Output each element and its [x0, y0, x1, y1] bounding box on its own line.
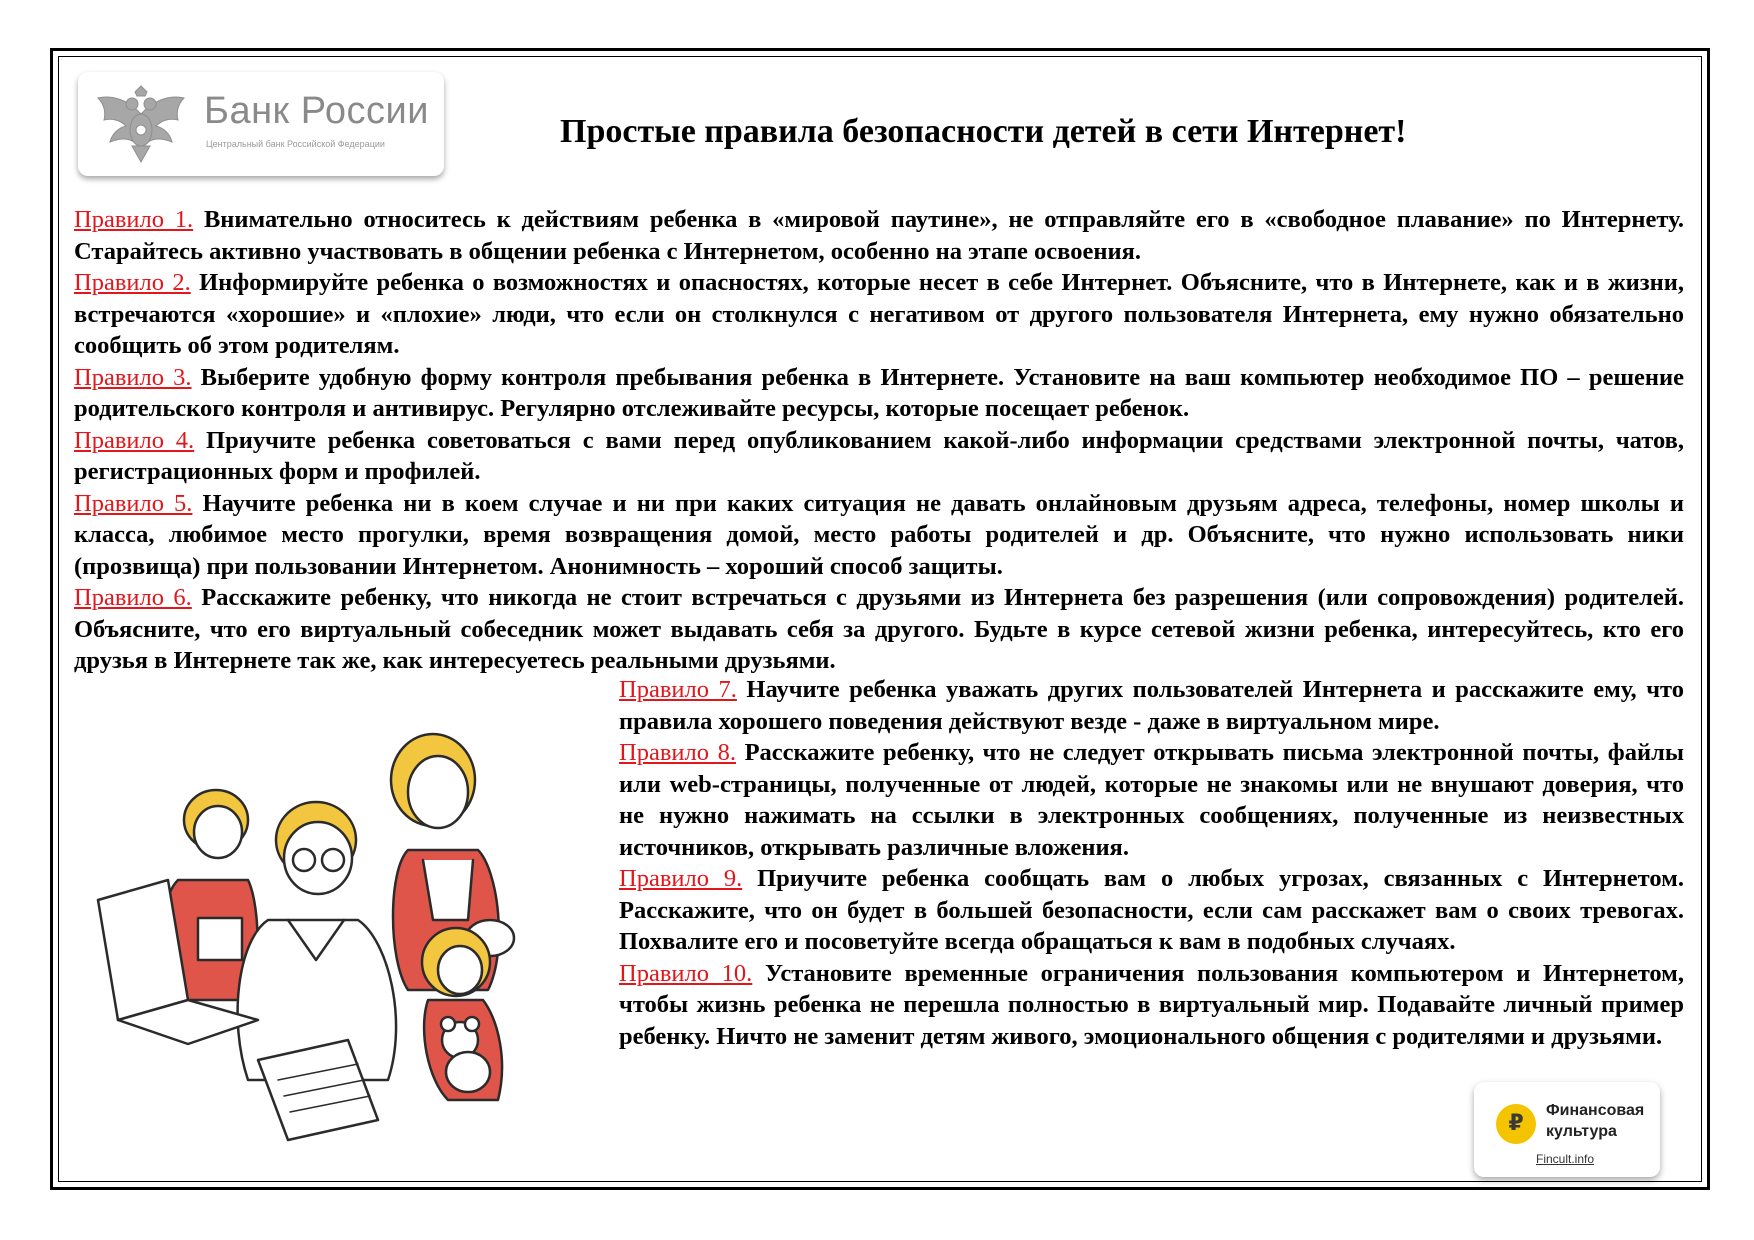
rule-6	[74, 582, 1684, 677]
rule-label: Правило 7.	[619, 676, 737, 703]
rules-full-width	[74, 204, 1684, 677]
rule-text: Приучите ребенка советоваться с вами перед опубликованием какой-либо информации средствами электронной почты, чатов, регистрационных форм и профилей.	[74, 426, 1684, 485]
rule-label: Правило 4.	[74, 426, 195, 454]
rule-label: Правило 2.	[74, 269, 191, 296]
rule-9	[619, 863, 1684, 958]
logo-title: Банк России	[204, 90, 430, 132]
rule-text: Внимательно относитесь к действиям ребенка в «мировой паутине», не отправляйте его в «свободное плавание» по Интернету. Старайтесь активно участвовать в общении ребенка с Интернетом, особенно на этапе освоения.	[74, 206, 1684, 265]
rule-label: Правило 3.	[74, 363, 192, 391]
rule-label: Правило 1.	[74, 206, 194, 233]
double-headed-eagle-icon	[92, 84, 190, 166]
rule-label: Правило 10.	[619, 959, 753, 987]
rule-7	[619, 674, 1684, 737]
fincult-name-line1: Финансовая	[1546, 1102, 1645, 1119]
rule-text: Информируйте ребенка о возможностях и опасностях, которые несет в себе Интернет. Объясните, что в Интернете, как и в жизни, встречаются «хорошие» и «плохие» люди, что если он столкнулся с негативом от другого пользователя Интернета, ему нужно обязательно сообщить об этом родителям.	[74, 269, 1684, 359]
fincult-badge[interactable]	[1474, 1082, 1660, 1177]
rule-text: Установите временные ограничения пользования компьютером и Интернетом, чтобы жизнь ребенка не перешла полностью в виртуальный мир. Подавайте личный пример ребенку. Ничто не заменит детям живого, эмоционального общения с родителями и друзьями.	[619, 959, 1684, 1050]
logo-subtitle: Центральный банк Российской Федерации	[206, 139, 385, 149]
fincult-name-line2: культура	[1546, 1123, 1617, 1140]
family-at-computer-illustration	[88, 700, 588, 1160]
rule-text: Расскажите ребенку, что никогда не стоит встречаться с друзьями из Интернета без разрешения (или сопровождения) родителей. Объясните, что его виртуальный собеседник может выдавать себя за другого. Будьте в курсе сетевой жизни ребенка, интересуйтесь, кто его друзья в Интернете так же, как интересуетесь реальными друзьями.	[74, 584, 1684, 674]
rule-1	[74, 204, 1684, 267]
ruble-coin-icon: ₽	[1496, 1104, 1536, 1144]
rule-3	[74, 362, 1684, 425]
fincult-link[interactable]: Fincult.info	[1536, 1152, 1595, 1166]
rule-text: Приучите ребенка сообщать вам о любых угрозах, связанных с Интернетом. Расскажите, что он будет в большей безопасности, если сам расскажет вам о своих тревогах. Похвалите его и посоветуйте всегда обращаться к вам в подобных случаях.	[619, 865, 1684, 955]
rule-text: Выберите удобную форму контроля пребывания ребенка в Интернете. Установите на ваш компьютер необходимое ПО – решение родительского контроля и антивирус. Регулярно отслеживайте ресурсы, которые посещает ребенок.	[74, 363, 1684, 422]
rule-text: Научите ребенка ни в коем случае и ни при каких ситуация не давать онлайновым друзьям адреса, телефоны, номер школы и класса, любимое место прогулки, время возвращения домой, место работы родителей и др. Объясните, что нужно использовать ники (прозвища) при пользовании Интернетом. Анонимность – хороший способ защиты.	[74, 489, 1684, 580]
rule-label: Правило 5.	[74, 489, 193, 517]
rule-2	[74, 267, 1684, 362]
rule-label: Правило 6.	[74, 584, 192, 611]
rule-10	[619, 958, 1684, 1053]
rule-text: Расскажите ребенку, что не следует открывать письма электронной почты, файлы или web-страницы, полученные от людей, которые не знакомы или не внушают доверия, что не нужно нажимать на ссылки в электронных сообщениях, полученные из неизвестных источников, открывать различные вложения.	[619, 739, 1684, 861]
rule-label: Правило 8.	[619, 739, 736, 766]
rule-4	[74, 425, 1684, 488]
page-title: Простые правила безопасности детей в сети Интернет!	[560, 113, 1407, 150]
rule-label: Правило 9.	[619, 865, 743, 892]
rule-5	[74, 488, 1684, 583]
rule-text: Научите ребенка уважать других пользователей Интернета и расскажите ему, что правила хорошего поведения действуют везде - даже в виртуальном мире.	[619, 676, 1684, 735]
rule-8	[619, 737, 1684, 863]
bank-of-russia-logo	[78, 72, 444, 176]
rules-right-column	[619, 674, 1684, 1052]
fincult-name	[1546, 1100, 1644, 1142]
